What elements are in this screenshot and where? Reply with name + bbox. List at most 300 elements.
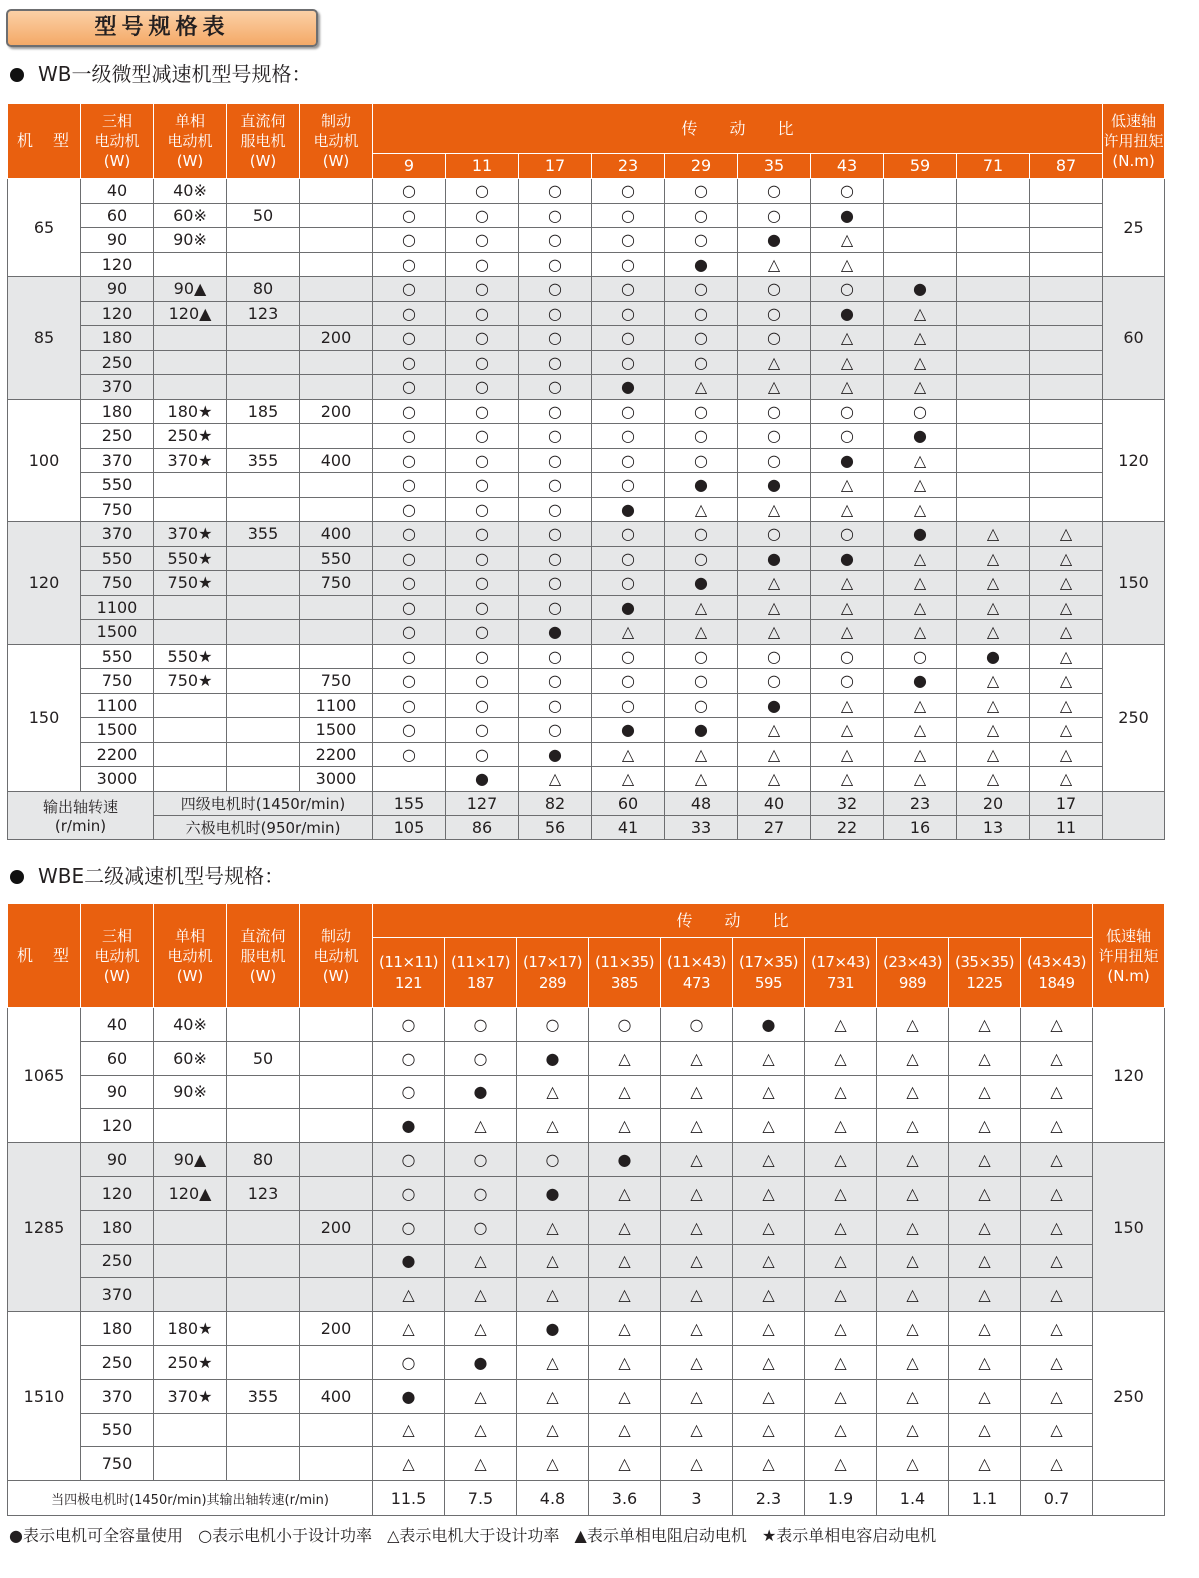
motor-single-cell: 250★	[154, 424, 227, 449]
suitability-cell	[957, 473, 1030, 498]
suitability-cell: ○	[592, 277, 665, 302]
ratio-combo: (35×35)	[955, 952, 1014, 971]
suitability-cell: △	[1021, 1176, 1093, 1210]
table-row	[8, 375, 1165, 400]
ratio-combo: (23×43)	[883, 952, 942, 971]
suitability-cell: △	[877, 1075, 949, 1109]
header-ratio: 传 动 比	[373, 104, 1103, 154]
suitability-cell: ○	[884, 399, 957, 424]
suitability-cell: △	[517, 1075, 589, 1109]
suitability-cell: ○	[665, 326, 738, 351]
suitability-cell: ○	[373, 497, 446, 522]
motor-dc-cell	[227, 1345, 300, 1379]
suitability-cell	[1030, 301, 1103, 326]
speed-6pole-cell: 11	[1030, 815, 1103, 839]
suitability-cell: ○	[811, 277, 884, 302]
legend-capacitor-start: ★表示单相电容启动电机	[761, 1526, 937, 1545]
suitability-cell: △	[1021, 1312, 1093, 1346]
model-cell: 150	[8, 644, 81, 791]
motor-single-cell	[154, 1244, 227, 1278]
motor-brake-cell	[300, 1447, 373, 1481]
suitability-cell: ○	[446, 595, 519, 620]
table-row	[8, 326, 1165, 351]
suitability-cell: ●	[665, 252, 738, 277]
ratio-value: 989	[898, 973, 927, 992]
ratio-combo: (11×17)	[451, 952, 510, 971]
suitability-cell: ○	[373, 1176, 445, 1210]
ratio-header-cell: 35	[738, 154, 811, 179]
suitability-cell: ○	[592, 669, 665, 694]
motor-single-cell: 90※	[154, 1075, 227, 1109]
suitability-cell: ●	[373, 1109, 445, 1143]
suitability-cell: △	[877, 1210, 949, 1244]
suitability-cell	[957, 301, 1030, 326]
ratio-value: 473	[682, 973, 711, 992]
suitability-cell: △	[949, 1041, 1021, 1075]
suitability-cell: ○	[519, 473, 592, 498]
motor-single-cell: 550★	[154, 546, 227, 571]
suitability-cell: ○	[373, 1143, 445, 1177]
motor-brake-cell	[300, 1278, 373, 1312]
suitability-cell: △	[661, 1345, 733, 1379]
suitability-cell: △	[445, 1244, 517, 1278]
motor-single-cell: 750★	[154, 669, 227, 694]
suitability-cell: △	[733, 1413, 805, 1447]
suitability-cell: ○	[884, 644, 957, 669]
suitability-cell	[1030, 473, 1103, 498]
suitability-cell: △	[517, 1278, 589, 1312]
suitability-cell: ○	[519, 571, 592, 596]
suitability-cell: △	[811, 375, 884, 400]
suitability-cell: △	[661, 1041, 733, 1075]
suitability-cell: △	[949, 1278, 1021, 1312]
suitability-cell: △	[811, 326, 884, 351]
suitability-cell: △	[811, 718, 884, 743]
table-row	[8, 767, 1165, 792]
suitability-cell: ○	[517, 1008, 589, 1042]
suitability-cell: △	[805, 1379, 877, 1413]
motor-single-cell: 370★	[154, 1379, 227, 1413]
legend	[9, 1523, 946, 1549]
suitability-cell: △	[661, 1312, 733, 1346]
motor-dc-cell	[227, 742, 300, 767]
suitability-cell: ○	[738, 277, 811, 302]
suitability-cell: △	[445, 1109, 517, 1143]
speed-cell: 1.1	[949, 1481, 1021, 1516]
motor-three-cell: 120	[81, 1109, 154, 1143]
suitability-cell: △	[665, 497, 738, 522]
suitability-cell: △	[949, 1413, 1021, 1447]
speed-6pole-cell: 22	[811, 815, 884, 839]
header-single-phase: 单相 电动机 (W)	[154, 904, 227, 1008]
table-row	[8, 350, 1165, 375]
suitability-cell: ●	[733, 1008, 805, 1042]
speed-cell: 3.6	[589, 1481, 661, 1516]
suitability-cell: △	[957, 571, 1030, 596]
suitability-cell: △	[884, 620, 957, 645]
motor-brake-cell	[300, 620, 373, 645]
suitability-cell	[884, 203, 957, 228]
motor-dc-cell	[227, 424, 300, 449]
motor-brake-cell	[300, 203, 373, 228]
suitability-cell: △	[957, 693, 1030, 718]
suitability-cell	[1030, 252, 1103, 277]
table-row	[8, 644, 1165, 669]
speed-4pole-cell: 20	[957, 791, 1030, 815]
header-model: 机 型	[8, 904, 81, 1008]
table-row	[8, 693, 1165, 718]
suitability-cell: △	[445, 1379, 517, 1413]
motor-dc-cell	[227, 1447, 300, 1481]
suitability-cell: ○	[665, 203, 738, 228]
suitability-cell: △	[957, 546, 1030, 571]
suitability-cell: △	[805, 1413, 877, 1447]
motor-three-cell: 250	[81, 350, 154, 375]
motor-brake-cell: 550	[300, 546, 373, 571]
suitability-cell	[1030, 179, 1103, 204]
motor-three-cell: 550	[81, 644, 154, 669]
suitability-cell: △	[589, 1413, 661, 1447]
motor-single-cell: 370★	[154, 448, 227, 473]
suitability-cell: △	[733, 1244, 805, 1278]
suitability-cell: △	[665, 742, 738, 767]
table-row	[8, 473, 1165, 498]
suitability-cell: ○	[592, 350, 665, 375]
motor-single-cell: 90▲	[154, 277, 227, 302]
suitability-cell: ○	[519, 228, 592, 253]
suitability-cell: △	[1021, 1008, 1093, 1042]
motor-three-cell: 120	[81, 1176, 154, 1210]
suitability-cell: △	[811, 497, 884, 522]
suitability-cell	[1030, 375, 1103, 400]
ratio-header-cell	[661, 938, 733, 1008]
suitability-cell: △	[884, 448, 957, 473]
suitability-cell: ○	[519, 326, 592, 351]
suitability-cell: △	[957, 595, 1030, 620]
suitability-cell: ○	[373, 718, 446, 743]
ratio-header-cell: 59	[884, 154, 957, 179]
suitability-cell: △	[1030, 693, 1103, 718]
suitability-cell: △	[877, 1176, 949, 1210]
suitability-cell: ●	[517, 1312, 589, 1346]
suitability-cell: △	[805, 1143, 877, 1177]
suitability-cell: ●	[519, 620, 592, 645]
suitability-cell: △	[517, 1413, 589, 1447]
suitability-cell: △	[661, 1143, 733, 1177]
section2-title	[10, 862, 284, 890]
section2-title-text: WBE二级减速机型号规格：	[38, 864, 285, 888]
suitability-cell: ○	[373, 252, 446, 277]
ratio-header-cell	[445, 938, 517, 1008]
suitability-cell: ○	[811, 424, 884, 449]
motor-single-cell: 90▲	[154, 1143, 227, 1177]
speed-cell: 1.9	[805, 1481, 877, 1516]
suitability-cell: △	[661, 1447, 733, 1481]
suitability-cell: △	[884, 301, 957, 326]
suitability-cell: ○	[592, 301, 665, 326]
motor-single-cell: 40※	[154, 1008, 227, 1042]
motor-three-cell: 250	[81, 1345, 154, 1379]
suitability-cell: ○	[446, 448, 519, 473]
motor-brake-cell	[300, 375, 373, 400]
suitability-cell: ○	[446, 203, 519, 228]
motor-dc-cell	[227, 1244, 300, 1278]
suitability-cell: △	[1030, 742, 1103, 767]
suitability-cell: △	[661, 1075, 733, 1109]
motor-dc-cell	[227, 546, 300, 571]
motor-brake-cell: 200	[300, 399, 373, 424]
suitability-cell: ○	[592, 448, 665, 473]
suitability-cell: △	[877, 1008, 949, 1042]
motor-single-cell	[154, 595, 227, 620]
motor-dc-cell	[227, 1312, 300, 1346]
suitability-cell: △	[884, 767, 957, 792]
motor-brake-cell	[300, 1109, 373, 1143]
suitability-cell: △	[811, 595, 884, 620]
suitability-cell: ○	[592, 571, 665, 596]
motor-three-cell: 250	[81, 424, 154, 449]
suitability-cell: △	[589, 1278, 661, 1312]
suitability-cell: △	[738, 497, 811, 522]
motor-dc-cell	[227, 375, 300, 400]
motor-three-cell: 180	[81, 1312, 154, 1346]
suitability-cell: ○	[589, 1008, 661, 1042]
suitability-cell: △	[517, 1447, 589, 1481]
model-cell: 1510	[8, 1312, 81, 1481]
suitability-cell: △	[589, 1379, 661, 1413]
speed-cell: 1.4	[877, 1481, 949, 1516]
table-row	[8, 546, 1165, 571]
suitability-cell: ○	[665, 399, 738, 424]
table-row	[8, 571, 1165, 596]
suitability-cell: ○	[592, 228, 665, 253]
suitability-cell: ○	[665, 546, 738, 571]
motor-single-cell	[154, 473, 227, 498]
suitability-cell: △	[1021, 1041, 1093, 1075]
torque-cell: 250	[1103, 644, 1165, 791]
motor-dc-cell	[227, 571, 300, 596]
table-row	[8, 1413, 1165, 1447]
suitability-cell: △	[1021, 1143, 1093, 1177]
table-row	[8, 1278, 1165, 1312]
suitability-cell: △	[589, 1447, 661, 1481]
suitability-cell: ○	[446, 644, 519, 669]
table-row	[8, 620, 1165, 645]
suitability-cell: ●	[592, 595, 665, 620]
ratio-value: 187	[466, 973, 495, 992]
suitability-cell: △	[1021, 1244, 1093, 1278]
motor-single-cell: 90※	[154, 228, 227, 253]
speed-4pole-cell: 60	[592, 791, 665, 815]
suitability-cell: ○	[592, 644, 665, 669]
ratio-combo: (17×43)	[811, 952, 870, 971]
suitability-cell	[884, 228, 957, 253]
suitability-cell: △	[949, 1244, 1021, 1278]
suitability-cell: △	[1030, 595, 1103, 620]
motor-brake-cell: 200	[300, 1312, 373, 1346]
table-row	[8, 497, 1165, 522]
motor-brake-cell: 750	[300, 669, 373, 694]
header-brake-motor: 制动 电动机 (W)	[300, 104, 373, 179]
suitability-cell: ●	[957, 644, 1030, 669]
motor-dc-cell	[227, 1109, 300, 1143]
suitability-cell: ○	[446, 546, 519, 571]
suitability-cell: ○	[738, 399, 811, 424]
table-row	[8, 203, 1165, 228]
motor-three-cell: 120	[81, 301, 154, 326]
suitability-cell: ○	[592, 546, 665, 571]
suitability-cell: △	[738, 350, 811, 375]
suitability-cell: ○	[592, 522, 665, 547]
suitability-cell: △	[1021, 1379, 1093, 1413]
suitability-cell: ○	[738, 424, 811, 449]
suitability-cell: △	[733, 1075, 805, 1109]
suitability-cell: ○	[738, 669, 811, 694]
torque-cell: 120	[1093, 1008, 1165, 1143]
table-row	[8, 424, 1165, 449]
suitability-cell	[957, 179, 1030, 204]
suitability-cell: △	[811, 620, 884, 645]
suitability-cell: △	[877, 1447, 949, 1481]
suitability-cell: ○	[445, 1008, 517, 1042]
suitability-cell: △	[811, 252, 884, 277]
ratio-header-cell: 17	[519, 154, 592, 179]
speed-4pole-cell: 48	[665, 791, 738, 815]
suitability-cell: △	[661, 1210, 733, 1244]
suitability-cell	[957, 277, 1030, 302]
suitability-cell: ●	[446, 767, 519, 792]
suitability-cell: ○	[519, 252, 592, 277]
header-torque: 低速轴 许用扭矩 (N.m)	[1103, 104, 1165, 179]
suitability-cell: △	[957, 669, 1030, 694]
suitability-cell: △	[1021, 1210, 1093, 1244]
suitability-cell: ○	[373, 228, 446, 253]
suitability-cell	[957, 375, 1030, 400]
motor-brake-cell	[300, 1143, 373, 1177]
suitability-cell: ○	[446, 326, 519, 351]
motor-three-cell: 3000	[81, 767, 154, 792]
suitability-cell: △	[884, 595, 957, 620]
motor-three-cell: 90	[81, 277, 154, 302]
suitability-cell	[957, 497, 1030, 522]
model-cell: 1065	[8, 1008, 81, 1143]
table-row	[8, 277, 1165, 302]
motor-three-cell: 120	[81, 252, 154, 277]
suitability-cell: △	[884, 375, 957, 400]
suitability-cell: ○	[811, 179, 884, 204]
suitability-cell: ○	[445, 1041, 517, 1075]
suitability-cell: △	[811, 350, 884, 375]
speed-cell: 2.3	[733, 1481, 805, 1516]
suitability-cell: ○	[665, 179, 738, 204]
suitability-cell: △	[957, 767, 1030, 792]
motor-single-cell: 60※	[154, 203, 227, 228]
model-cell: 1285	[8, 1143, 81, 1312]
speed-cell: 7.5	[445, 1481, 517, 1516]
suitability-cell: △	[1030, 767, 1103, 792]
suitability-cell: ○	[519, 497, 592, 522]
suitability-cell: ○	[373, 669, 446, 694]
motor-dc-cell: 50	[227, 203, 300, 228]
ratio-value: 385	[610, 973, 639, 992]
suitability-cell: △	[517, 1109, 589, 1143]
suitability-cell: △	[1021, 1447, 1093, 1481]
suitability-cell: △	[738, 718, 811, 743]
suitability-cell: ○	[446, 375, 519, 400]
page-title: 型号规格表	[6, 9, 318, 47]
ratio-header-cell	[517, 938, 589, 1008]
suitability-cell: ●	[373, 1244, 445, 1278]
suitability-cell: ●	[884, 424, 957, 449]
motor-dc-cell	[227, 595, 300, 620]
motor-single-cell	[154, 497, 227, 522]
suitability-cell: △	[517, 1379, 589, 1413]
ratio-header-cell	[1021, 938, 1093, 1008]
suitability-cell	[1030, 203, 1103, 228]
section1-title	[10, 60, 312, 88]
ratio-value: 1849	[1038, 973, 1075, 992]
table-row	[8, 1075, 1165, 1109]
suitability-cell: ●	[811, 203, 884, 228]
suitability-cell: △	[884, 546, 957, 571]
motor-dc-cell	[227, 228, 300, 253]
ratio-header-cell: 23	[592, 154, 665, 179]
suitability-cell: △	[661, 1109, 733, 1143]
motor-single-cell: 180★	[154, 1312, 227, 1346]
suitability-cell: ○	[592, 424, 665, 449]
footer-torque-empty	[1103, 791, 1165, 839]
motor-dc-cell	[227, 350, 300, 375]
suitability-cell: ○	[446, 522, 519, 547]
suitability-cell: ○	[373, 277, 446, 302]
table-row	[8, 669, 1165, 694]
motor-three-cell: 40	[81, 1008, 154, 1042]
suitability-cell: ○	[373, 1041, 445, 1075]
table-row	[8, 399, 1165, 424]
footer-speed-label: 输出轴转速 (r/min)	[8, 791, 154, 839]
suitability-cell: △	[445, 1312, 517, 1346]
suitability-cell: ○	[665, 350, 738, 375]
suitability-cell: ●	[884, 522, 957, 547]
suitability-cell: △	[738, 767, 811, 792]
suitability-cell: ○	[445, 1176, 517, 1210]
motor-single-cell	[154, 718, 227, 743]
legend-below-power: ○表示电机小于设计功率	[198, 1526, 373, 1545]
motor-brake-cell: 400	[300, 522, 373, 547]
suitability-cell: ○	[738, 522, 811, 547]
header-dc-servo: 直流伺 服电机 (W)	[227, 104, 300, 179]
motor-three-cell: 370	[81, 1379, 154, 1413]
motor-single-cell: 370★	[154, 522, 227, 547]
motor-three-cell: 1500	[81, 620, 154, 645]
suitability-cell	[1030, 350, 1103, 375]
suitability-cell: △	[884, 571, 957, 596]
motor-brake-cell: 400	[300, 1379, 373, 1413]
motor-dc-cell	[227, 1413, 300, 1447]
suitability-cell: △	[949, 1447, 1021, 1481]
suitability-cell: ○	[519, 669, 592, 694]
suitability-cell: △	[949, 1312, 1021, 1346]
suitability-cell: ○	[373, 693, 446, 718]
suitability-cell	[957, 424, 1030, 449]
footer-torque-empty	[1093, 1481, 1165, 1516]
suitability-cell	[957, 228, 1030, 253]
table-row	[8, 1041, 1165, 1075]
suitability-cell: △	[805, 1210, 877, 1244]
suitability-cell: ○	[519, 546, 592, 571]
suitability-cell: △	[1021, 1345, 1093, 1379]
motor-three-cell: 370	[81, 375, 154, 400]
